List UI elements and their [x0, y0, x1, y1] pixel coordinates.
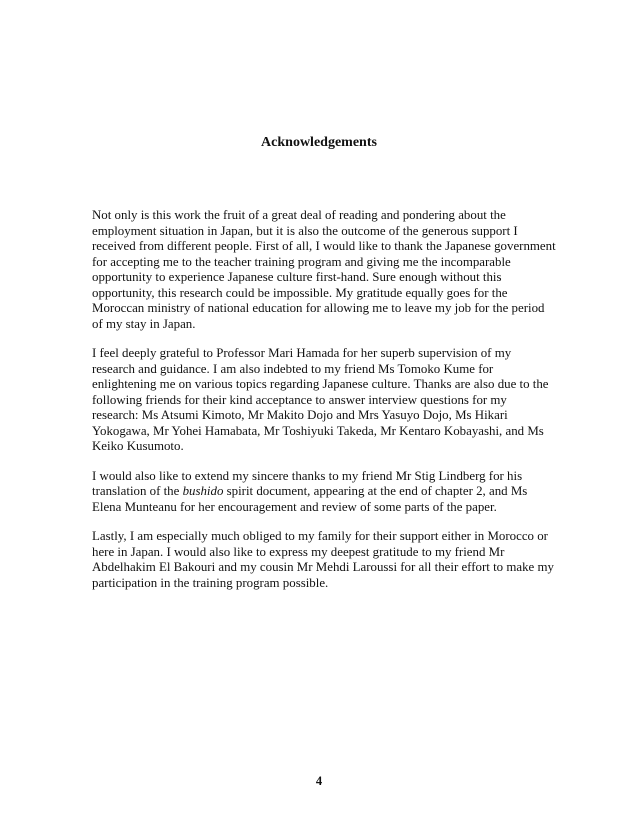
page-number: 4 [315, 774, 323, 788]
paragraph-line: Abdelhakim El Bakouri and my cousin Mr Mehdi Laroussi for all their effort to make my [92, 560, 554, 574]
paragraph-line: Moroccan ministry of national education for allowing me to leave my job for the period [92, 301, 545, 315]
paragraph-line: research: Ms Atsumi Kimoto, Mr Makito Dojo and Mrs Yasuyo Dojo, Ms Hikari [92, 408, 508, 422]
paragraph-line: enlightening me on various topics regarding Japanese culture. Thanks are also due to the [92, 377, 549, 391]
paragraph-line: Yokogawa, Mr Yohei Hamabata, Mr Toshiyuki Takeda, Mr Kentaro Kobayashi, and Ms [92, 423, 544, 438]
paragraph-line: here in Japan. I would also like to express my deepest gratitude to my friend Mr [92, 544, 505, 559]
paragraph-line: research and guidance. I am also indebted to my friend Ms Tomoko Kume for [92, 361, 494, 376]
paragraph-line: opportunity, this research could be impossible. My gratitude equally goes for the [92, 285, 508, 300]
paragraph-1 [92, 208, 554, 332]
paragraph-line: Not only is this work the fruit of a great deal of reading and pondering about the [92, 208, 506, 222]
paragraph-line: received from different people. First of all, I would like to thank the Japanese government [92, 239, 556, 253]
paragraph-line: participation in the training program possible. [92, 575, 329, 590]
paragraph-line: employment situation in Japan, but it is also the outcome of the generous support I [92, 223, 518, 238]
paragraph-line: Elena Munteanu for her encouragement and review of some parts of the paper. [92, 499, 497, 514]
line-text: translation of the [92, 484, 183, 498]
paragraph-3 [92, 469, 554, 516]
paragraph-line: following friends for their kind acceptance to answer interview questions for my [92, 392, 507, 407]
paragraph-line: I feel deeply grateful to Professor Mari Hamada for her superb supervision of my [92, 346, 512, 360]
paragraph-line: opportunity to experience Japanese culture first-hand. Sure enough without this [92, 270, 502, 284]
paragraph-line: for accepting me to the teacher training program and giving me the incomparable [92, 254, 511, 269]
paragraph-line: Keiko Kusumoto. [92, 439, 184, 453]
paragraph-line [92, 484, 554, 500]
page-title: Acknowledgements [261, 135, 377, 150]
line-text: spirit document, appearing at the end of chapter 2, and Ms [223, 484, 528, 498]
paragraph-line: of my stay in Japan. [92, 316, 196, 331]
document-body [92, 208, 554, 605]
paragraph-line: Lastly, I am especially much obliged to my family for their support either in Morocco or [92, 529, 548, 543]
paragraph-2 [92, 346, 554, 455]
italic-term: bushido [182, 484, 224, 498]
paragraph-line: I would also like to extend my sincere thanks to my friend Mr Stig Lindberg for his [92, 468, 523, 483]
paragraph-4 [92, 529, 554, 591]
